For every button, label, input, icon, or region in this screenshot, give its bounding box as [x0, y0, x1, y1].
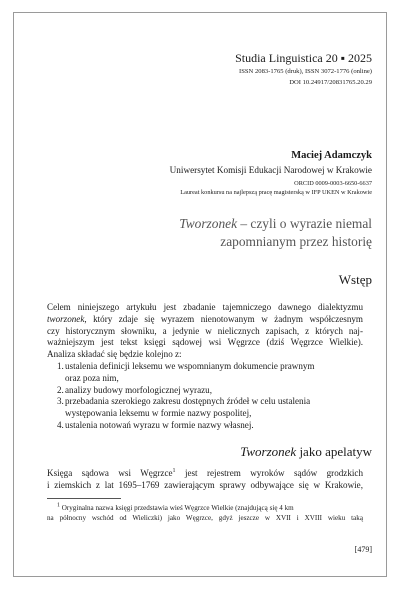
- author-note: Laureat konkursu na najlepszą pracę magisterską w IFP UKEN w Krakowie: [180, 189, 372, 196]
- footnote-divider: [47, 498, 121, 499]
- author-name: Maciej Adamczyk: [291, 150, 372, 161]
- page-border: [13, 12, 387, 577]
- footnote-mark: 1: [57, 502, 60, 509]
- section-heading-rest: jako apelatyw: [296, 444, 372, 459]
- journal-title: Studia Linguistica 20 ▪ 2025: [235, 51, 372, 65]
- article-title-rest: – czyli o wyrazie niemal: [237, 216, 372, 231]
- article-title-italic: Tworzonek: [179, 216, 238, 231]
- section-heading-appellative: [240, 444, 372, 460]
- list-text: występowania leksemu w formie nazwy pospolitej,: [65, 408, 252, 419]
- list-text: przebadania szerokiego zakresu dostępnych źródeł w celu ustalenia: [65, 396, 311, 407]
- list-text: oraz poza nim,: [65, 372, 119, 383]
- author-affiliation: Uniwersytet Komisji Edukacji Narodowej w Krakowie: [169, 165, 372, 175]
- list-item: [47, 396, 363, 420]
- list-text: ustalenia definicji leksemu we wspomnianym dokumencie prawnym: [65, 361, 315, 371]
- footnote-line: [47, 503, 363, 513]
- text-line: czy historycznym słowniku, a jedynie w nielicznych zapisach, z których naj-: [47, 325, 363, 336]
- article-title: [179, 215, 372, 251]
- text-line: [47, 314, 363, 326]
- footnote-ref[interactable]: 1: [172, 467, 176, 474]
- text-line: Analiza składać się będzie kolejno z:: [47, 349, 182, 360]
- section-heading-italic: Tworzonek: [240, 444, 297, 459]
- list-number: 4.: [57, 419, 64, 430]
- numbered-list: [47, 361, 363, 432]
- list-item: [47, 420, 363, 432]
- body-paragraph: [47, 468, 363, 492]
- italic-term: tworzonek: [47, 313, 85, 324]
- footnote: [47, 503, 363, 523]
- text-run: , który zdaje się wyrazem nienotowanym w żadnym współczesnym: [84, 313, 363, 324]
- list-text: analizy budowy morfologicznej wyrazu,: [65, 384, 212, 395]
- doi: DOI 10.24917/20831765.20.29: [289, 79, 372, 86]
- list-number: 2.: [57, 384, 64, 395]
- footnote-line: na północny wschód od Wieliczki) jako Węgrzce, gdyż jeszcze w XVII i XVIII wieku taką: [47, 514, 363, 522]
- issn: ISSN 2083-1765 (druk), ISSN 3072-1776 (online): [239, 68, 372, 75]
- text-line: ważniejszym jest tekst księgi sądowej wsi Węgrzce (dziś Węgrzce Wielkie).: [47, 337, 363, 348]
- text-line: [47, 468, 363, 480]
- intro-paragraph: [47, 302, 363, 361]
- list-text: ustalenia notowań wyrazu w formie nazwy własnej.: [65, 419, 254, 430]
- list-number: 1.: [57, 361, 64, 371]
- list-item: [47, 385, 363, 397]
- article-title-line-1: [179, 215, 372, 233]
- orcid: ORCID 0009-0003-6650-6637: [294, 180, 372, 187]
- page-number: [479]: [354, 545, 372, 554]
- list-item: [47, 361, 363, 385]
- section-heading-intro: Wstęp: [338, 272, 372, 287]
- text-line: i ziemskich z lat 1695–1769 zawierającym sprawy odbywające się w Krakowie,: [47, 479, 363, 490]
- list-number: 3.: [57, 396, 64, 407]
- text-run: Oryginalna nazwa księgi przedstawia wieś Węgrzce Wielkie (znajdującą się 4 km: [60, 504, 294, 512]
- text-line: Celem niniejszego artykułu jest zbadanie tajemniczego dawnego dialektyzmu: [47, 302, 363, 312]
- text-run: Księga sądowa wsi Węgrzce: [47, 468, 173, 478]
- text-run: jest rejestrem wyroków sądów grodzkich: [175, 468, 363, 478]
- article-title-line-2: zapomnianym przez historię: [220, 234, 372, 249]
